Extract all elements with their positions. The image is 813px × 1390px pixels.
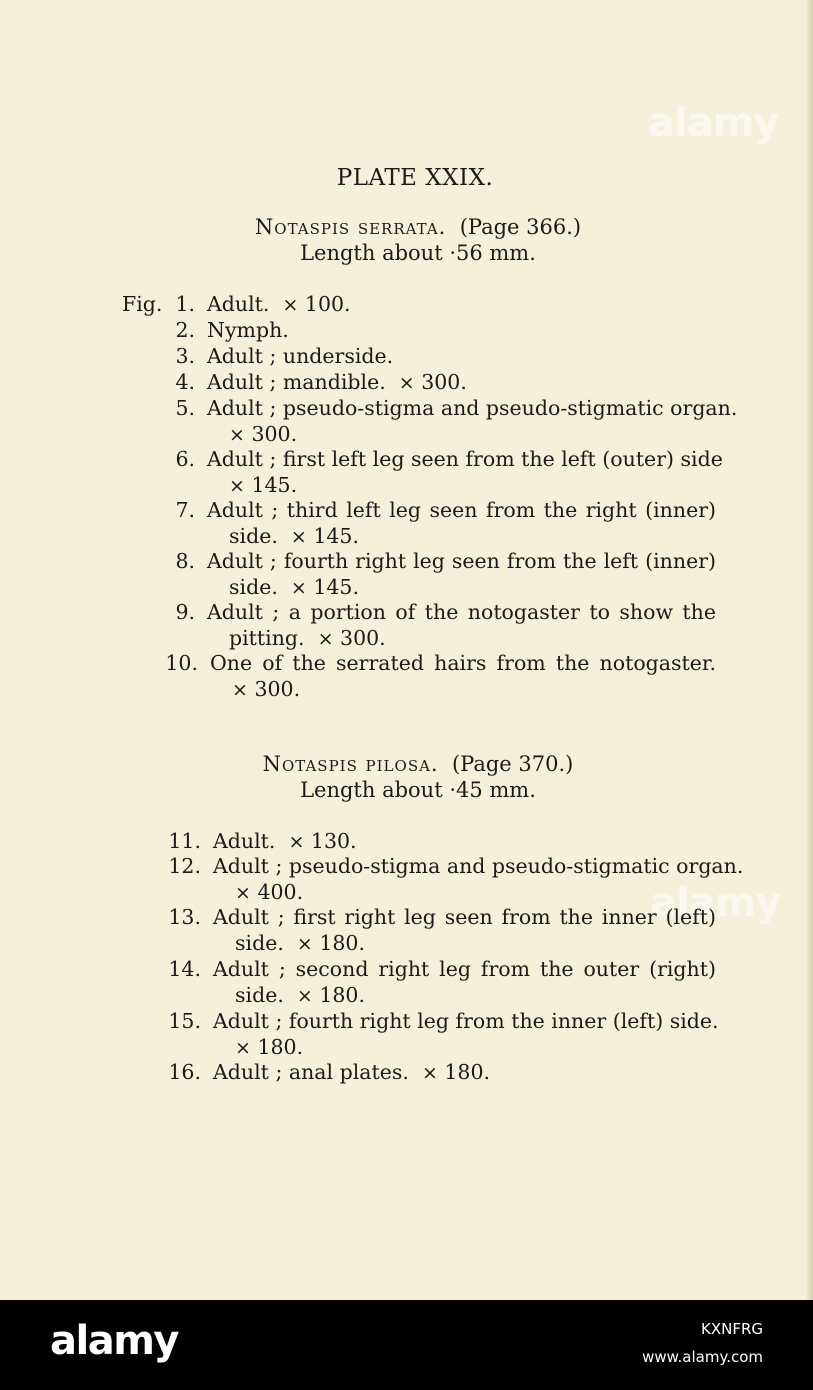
figure-number: 12. [168, 854, 201, 878]
figure-entry [0, 1008, 813, 1060]
figure-caption-line: × 145. [229, 473, 298, 497]
watermark-logo-top: alamy [648, 100, 779, 146]
figure-caption-line: × 300. [232, 677, 301, 701]
figure-number: 16. [168, 1060, 201, 1084]
species-header-pilosa [0, 751, 813, 803]
figure-entry [0, 395, 813, 447]
figure-number: 6. [175, 447, 195, 471]
figure-caption-line: pitting. × 300. [229, 626, 386, 650]
figure-caption-line: Adult. × 100. [207, 292, 351, 316]
figure-caption-line: Adult ; first left leg seen from the left (outer) side [207, 447, 723, 471]
figure-caption-line: Adult ; pseudo-stigma and pseudo-stigmatic organ. [207, 396, 738, 420]
figure-caption-line: Adult ; first right leg seen from the inner (left) [213, 905, 716, 929]
watermark-logo-mid: alamy [650, 880, 781, 926]
figure-entry [0, 599, 813, 651]
multiplication-sign: × [296, 933, 313, 955]
image-id: KXNFRG [700, 1320, 763, 1338]
figure-number: 2. [175, 318, 195, 342]
species-length: Length about ·56 mm. [300, 241, 536, 265]
figure-number: 14. [168, 957, 201, 981]
multiplication-sign: × [235, 882, 251, 904]
figure-number: 8. [175, 549, 195, 573]
figure-number: 3. [175, 344, 195, 368]
page-reference: (Page 366.) [459, 215, 582, 239]
figure-caption-line: Adult ; third left leg seen from the right (inner) [207, 498, 716, 522]
figure-caption-line: Adult ; fourth right leg from the inner (left) side. [213, 1009, 719, 1033]
multiplication-sign: × [232, 679, 248, 701]
figure-caption-line: × 180. [235, 1035, 304, 1059]
figure-entry [0, 650, 813, 702]
fig-label: Fig. [122, 292, 163, 316]
figure-caption-line: side. × 180. [235, 931, 365, 955]
figure-entry [0, 956, 813, 1008]
multiplication-sign: × [296, 985, 313, 1007]
figure-number: 1. [175, 292, 195, 316]
figure-entry [0, 828, 813, 854]
stock-photo-footer [0, 1300, 813, 1390]
species-length: Length about ·45 mm. [300, 778, 536, 802]
figure-caption-line: side. × 180. [235, 983, 365, 1007]
figure-caption-line: side. × 145. [229, 575, 359, 599]
figure-caption-line: × 300. [229, 422, 298, 446]
figure-number: 15. [168, 1009, 201, 1033]
species-header-serrata [0, 214, 813, 266]
figure-caption-line: Adult ; fourth right leg seen from the left (inner) [207, 549, 716, 573]
figure-number: 9. [175, 600, 195, 624]
figure-caption-line: Adult ; anal plates. × 180. [213, 1060, 491, 1084]
page-reference: (Page 370.) [451, 752, 574, 776]
multiplication-sign: × [317, 628, 334, 650]
figure-entry [0, 291, 813, 317]
figure-caption-line: Adult ; second right leg from the outer (right) [213, 957, 716, 981]
multiplication-sign: × [235, 1037, 251, 1059]
figure-number: 5. [175, 396, 195, 420]
figure-number: 7. [175, 498, 195, 522]
multiplication-sign: × [421, 1062, 438, 1084]
footer-url: www.alamy.com [642, 1348, 763, 1366]
figure-entry [0, 317, 813, 343]
figure-entry [0, 497, 813, 549]
figure-caption-line: Adult ; a portion of the notogaster to show the [207, 600, 716, 624]
multiplication-sign: × [290, 526, 307, 548]
figure-caption-line: side. × 145. [229, 524, 359, 548]
figure-entry [0, 548, 813, 600]
figure-caption-line: Adult. × 130. [213, 829, 357, 853]
species-name: Notaspis pilosa. [262, 752, 439, 776]
multiplication-sign: × [229, 475, 245, 497]
species-name: Notaspis serrata. [254, 215, 447, 239]
figure-number: 13. [168, 905, 201, 929]
figure-entry [0, 446, 813, 498]
figure-number: 10. [165, 651, 198, 675]
multiplication-sign: × [288, 831, 305, 853]
figure-entry [0, 1059, 813, 1085]
figure-caption-line: Nymph. [207, 318, 289, 342]
figure-entry [0, 853, 813, 905]
figure-caption-line: Adult ; pseudo-stigma and pseudo-stigmatic organ. [213, 854, 744, 878]
multiplication-sign: × [398, 372, 415, 394]
multiplication-sign: × [229, 424, 245, 446]
figure-caption-line: One of the serrated hairs from the notogaster. [210, 651, 716, 675]
multiplication-sign: × [282, 294, 299, 316]
alamy-logo: alamy [50, 1318, 178, 1364]
figure-entry [0, 369, 813, 395]
multiplication-sign: × [290, 577, 307, 599]
figure-entry [0, 904, 813, 956]
figure-number: 11. [168, 829, 201, 853]
figure-caption-line: × 400. [235, 880, 304, 904]
figure-number: 4. [175, 370, 195, 394]
figure-caption-line: Adult ; mandible. × 300. [207, 370, 467, 394]
plate-title: PLATE XXIX. [336, 165, 494, 191]
figure-entry [0, 343, 813, 369]
figure-caption-line: Adult ; underside. [207, 344, 394, 368]
